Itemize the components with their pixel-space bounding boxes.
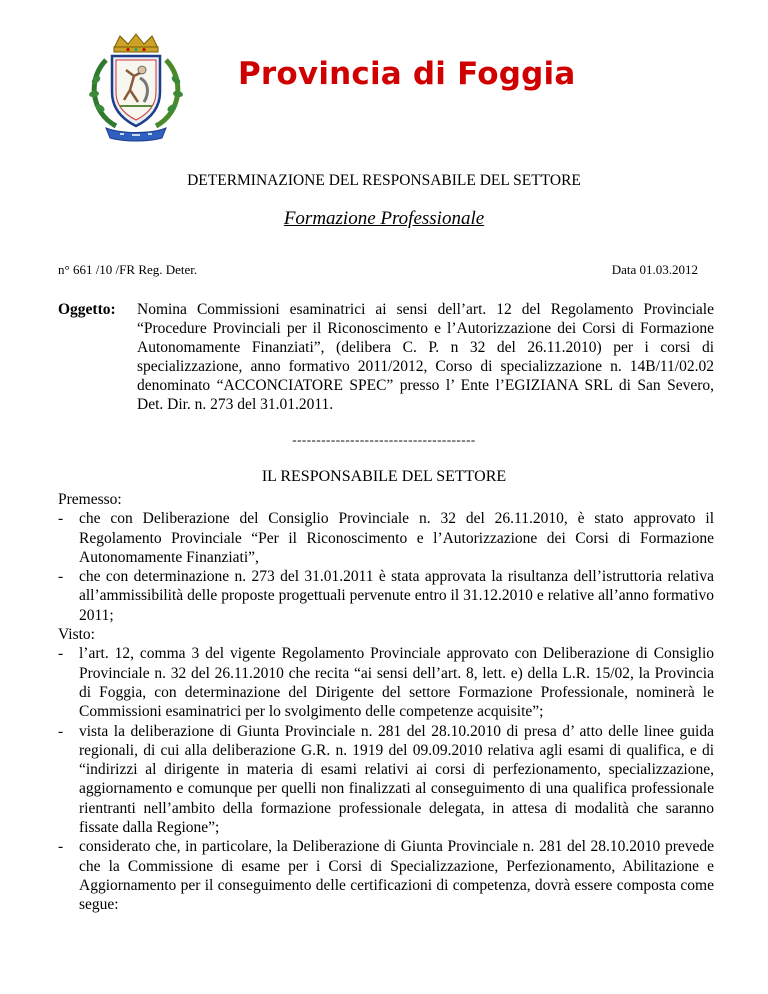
list-item: - l’art. 12, comma 3 del vigente Regolamento Provinciale approvato con Deliberazione di Consiglio Provinciale n. 32 del 26.11.2010 che recita “ai sensi dell’art. 8, lett. e) della L.R. 15/02, la Provincia di Foggia, con determinazione del Dirigente del settore Formazione Professionale, nominerà le Commissioni esaminatrici per lo svolgimento delle competenze acquisite”; <box>58 645 714 721</box>
province-name: Provincia di Foggia <box>238 56 576 92</box>
separator-line: -------------------------------------- <box>292 432 476 447</box>
list-item: - vista la deliberazione di Giunta Provinciale n. 281 del 28.10.2010 di presa d’ atto delle linee guida regionali, di cui alla deliberazione G.R. n. 1919 del 09.09.2010 relativa agli esami di qualifica, e di “indirizzi al dirigente in materia di esami relativi ai corsi di perfezionamento, specializzazione, aggiornamento e comunque per quelli non finalizzati al conseguimento di una qualifica professionale rientranti nell’ambito della formazione professionale delegata, in attesa di modalità che saranno fissate dalla Regione”; <box>58 722 714 837</box>
subject-text: Nomina Commissioni esaminatrici ai sensi dell’art. 12 del Regolamento Provinciale “Procedure Provinciali per il Riconoscimento e l’Autorizzazione dei Corsi di Formazione Autonomamente Finanziati”, (delibera C. P. n 32 del 26.11.2010) per i corsi di specializzazione, anno formativo 2011/2012, Corso di specializzazione n. 14B/11/02.02 denominato “ACCONCIATORE SPEC” presso l’ Ente l’EGIZIANA SRL di San Severo, Det. Dir. n. 273 del 31.01.2011. <box>137 301 714 413</box>
province-coat-of-arms-logo <box>76 30 196 142</box>
registry-number: n° 661 /10 /FR Reg. Deter. <box>58 262 198 277</box>
document-body <box>58 490 714 915</box>
subject-label: Oggetto: <box>58 301 116 318</box>
document-date: Data 01.03.2012 <box>611 262 698 277</box>
premesso-label: Premesso: <box>58 491 122 508</box>
sector-name: Formazione Professionale <box>283 208 485 229</box>
section-heading: IL RESPONSABILE DEL SETTORE <box>261 468 507 485</box>
list-item: - che con determinazione n. 273 del 31.01.2011 è stata approvata la risultanza dell’istruttoria relativa all’ammissibilità delle proposte progettuali pervenute entro il 31.12.2010 e relative all’anno formativo 2011; <box>58 568 714 624</box>
subject-block <box>58 300 714 414</box>
list-item: - considerato che, in particolare, la Deliberazione di Giunta Provinciale n. 281 del 28.10.2010 prevede che la Commissione di esame per i Corsi di Specializzazione, Perfezionamento, Abilitazione e Aggiornamento per il conseguimento delle certificazioni di competenza, dovrà essere composta come segue: <box>58 838 714 914</box>
list-item: - che con Deliberazione del Consiglio Provinciale n. 32 del 26.11.2010, è stato approvato il Regolamento Provinciale “Per il Riconoscimento e l’Autorizzazione dei Corsi di Formazione Autonomamente Finanziati”, <box>58 510 714 566</box>
document-title: DETERMINAZIONE DEL RESPONSABILE DEL SETTORE <box>187 172 581 189</box>
visto-label: Visto: <box>58 626 95 644</box>
